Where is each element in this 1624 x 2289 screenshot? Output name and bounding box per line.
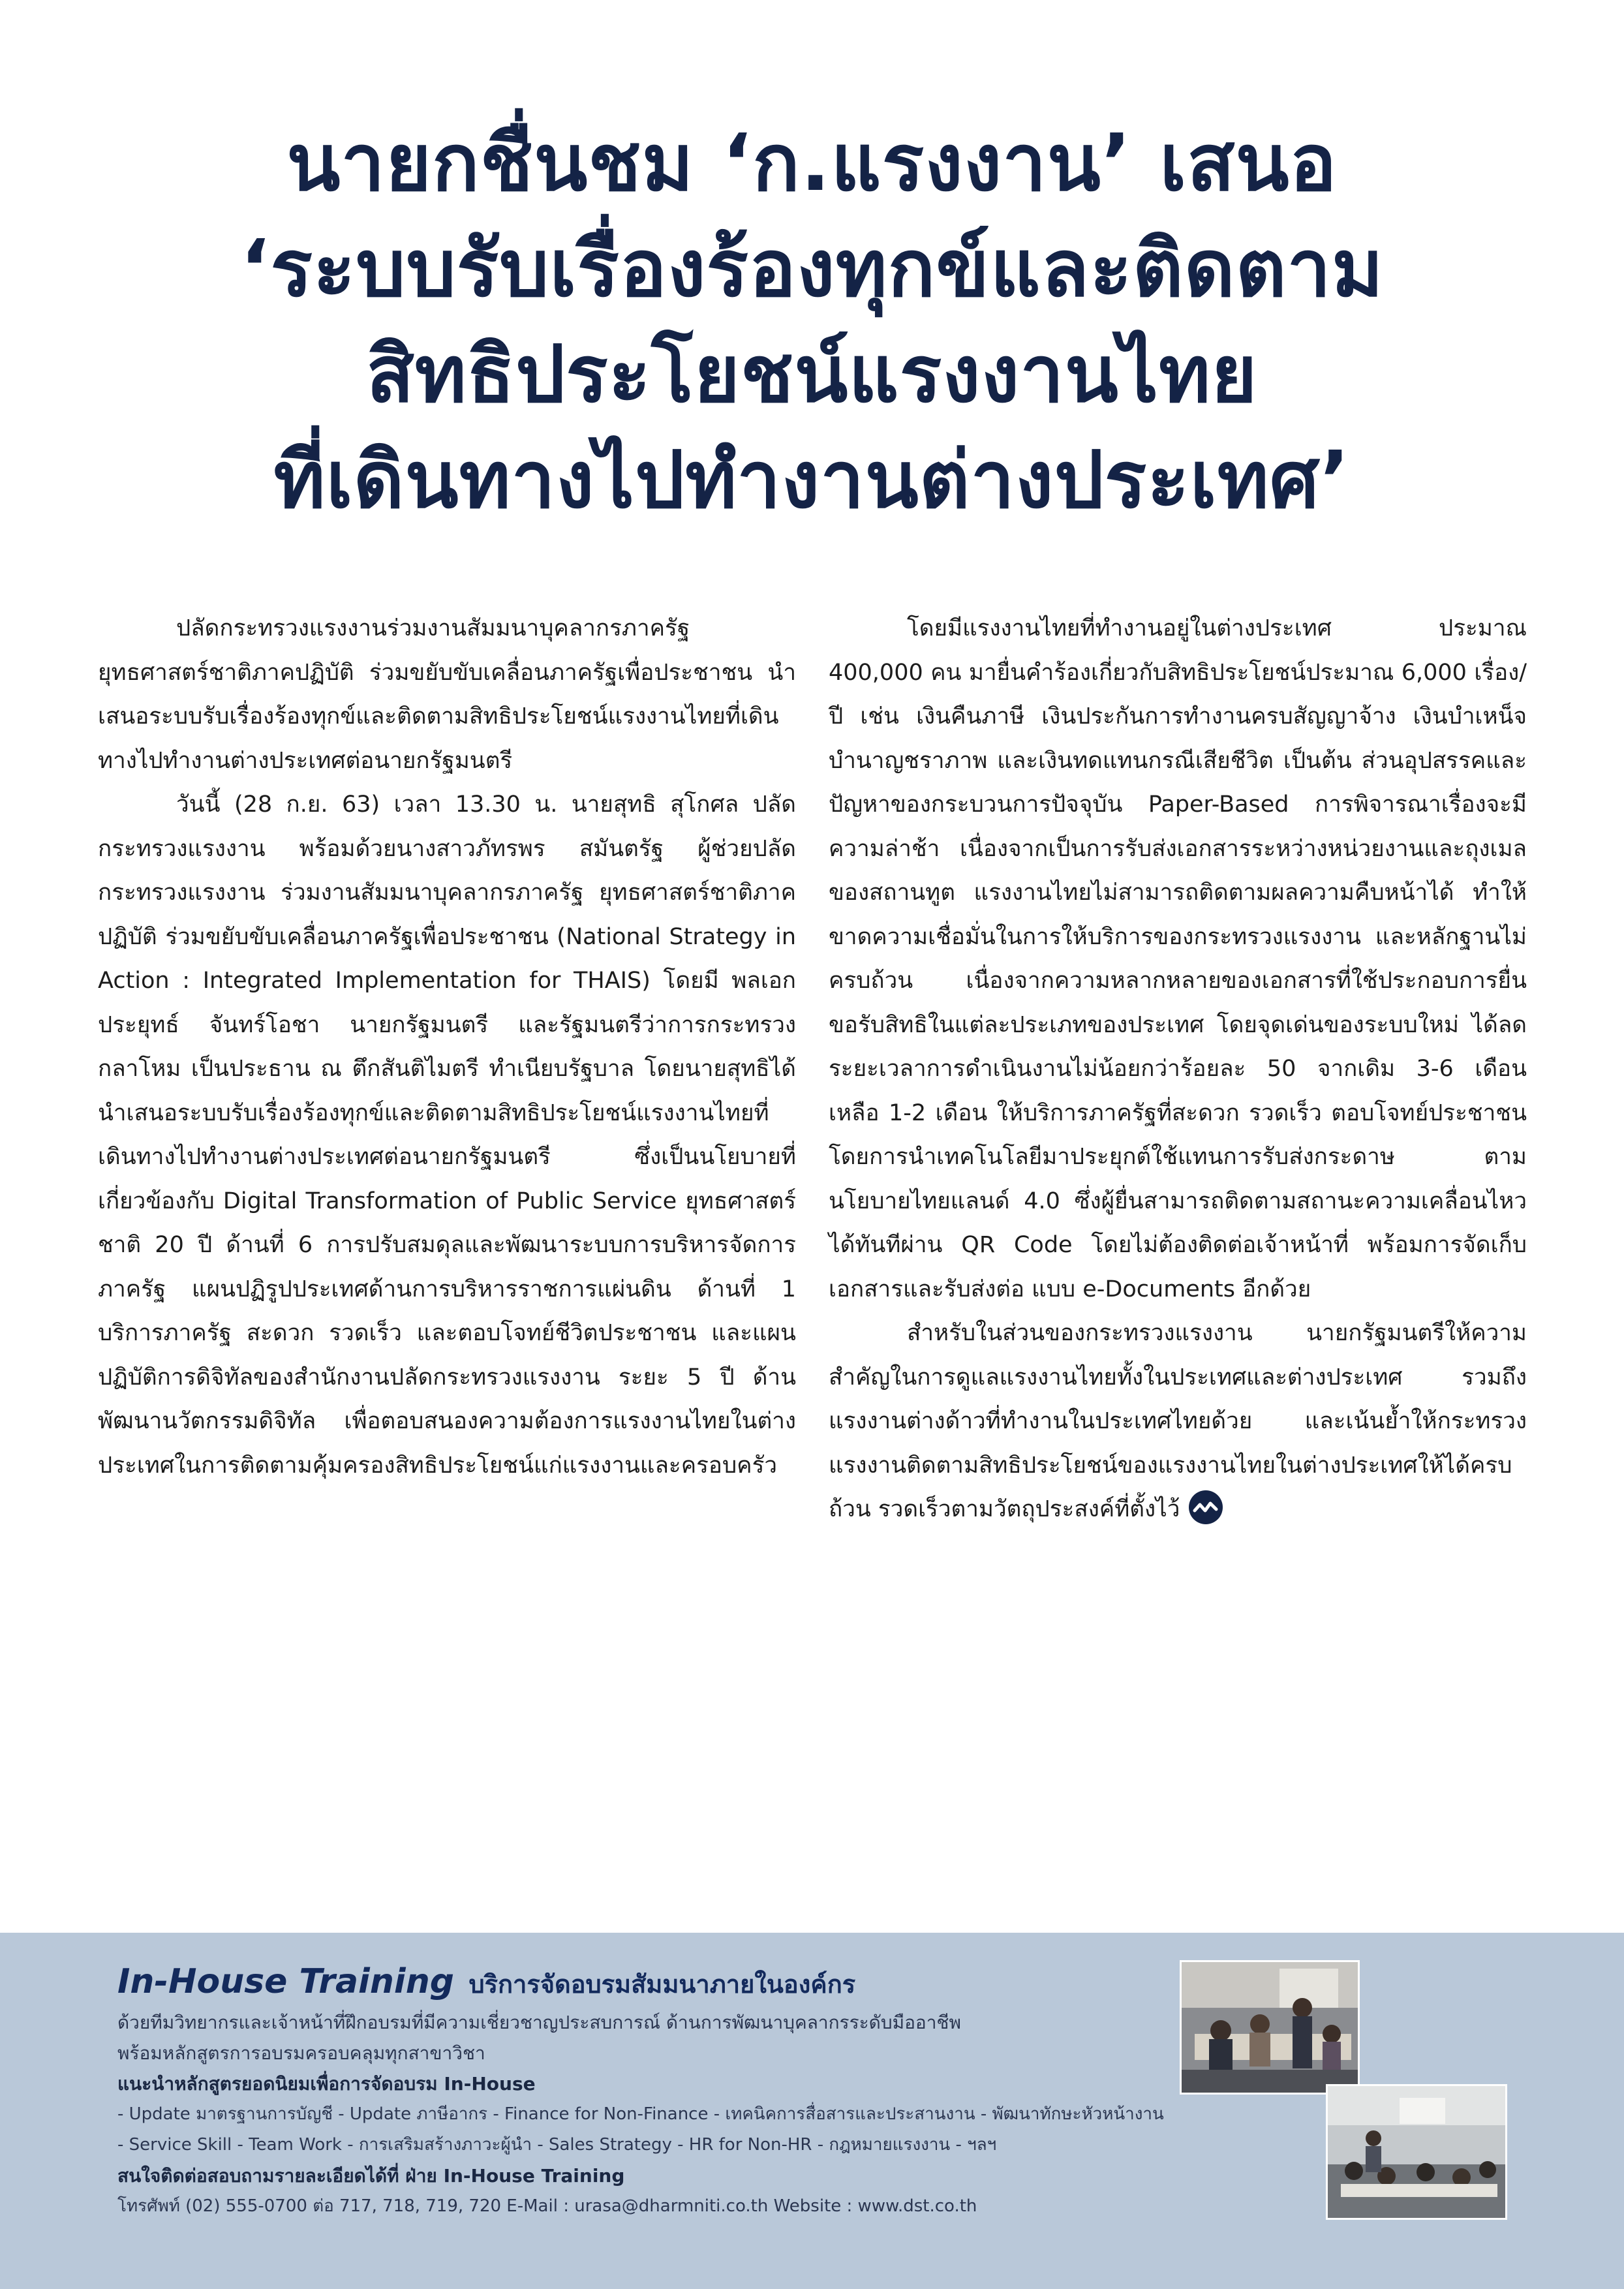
footer-contact-heading: สนใจติดต่อสอบถามรายละเอียดได้ที่ ฝ่าย In-House Training <box>117 2165 625 2187</box>
footer-contact-line: โทรศัพท์ (02) 555-0700 ต่อ 717, 718, 719, 720 E-Mail : urasa@dharmniti.co.th Website : www.dst.co.th <box>117 2196 977 2216</box>
headline-line-4: ที่เดินทางไปทำงานต่างประเทศ’ <box>273 435 1351 526</box>
footer-line-1: ด้วยทีมวิทยากรและเจ้าหน้าที่ฝึกอบรมที่มีความเชี่ยวชาญประสบการณ์ ด้านการพัฒนาบุคลากรระดับมืออาชีพ <box>117 2012 961 2033</box>
headline-line-2: ‘ระบบรับเรื่องร้องทุกข์และติดตาม <box>239 224 1385 315</box>
footer-courses-line-2: - Service Skill - Team Work - การเสริมสร้างภาวะผู้นำ - Sales Strategy - HR for Non-HR - กฎหมายแรงงาน - ฯลฯ <box>117 2135 997 2155</box>
footer-courses-line-1: - Update มาตรฐานการบัญชี - Update ภาษีอากร - Finance for Non-Finance - เทคนิคการสื่อสารและประสานงาน - พัฒนาทักษะหัวหน้างาน <box>117 2104 1164 2124</box>
footer-subtitle: บริการจัดอบรมสัมมนาภายในองค์กร <box>468 1970 856 1999</box>
right-paragraph-2-text: สำหรับในส่วนของกระทรวงแรงงาน นายกรัฐมนตรีให้ความสำคัญในการดูแลแรงงานไทยทั้งในประเทศและต่างประเทศ รวมถึงแรงงานต่างด้าวที่ทำงานในประเทศไทยด้วย และเน้นย้ำให้กระทรวงแรงงานติดตามสิทธิประโยชน์ของแรงงานไทยในต่างประเทศให้ได้ครบถ้วน รวดเร็วตามวัตถุประสงค์ที่ตั้งไว้ <box>829 1320 1527 1522</box>
footer-courses-heading: แนะนำหลักสูตรยอดนิยมเพื่อการจัดอบรม In-House <box>117 2073 536 2095</box>
training-photo-1 <box>1180 1960 1360 2095</box>
article-right-column <box>829 607 1527 1532</box>
footer-line-2: พร้อมหลักสูตรการอบรมครอบคลุมทุกสาขาวิชา <box>117 2042 485 2064</box>
wave-end-mark-icon <box>1189 1490 1223 1524</box>
right-paragraph-1: โดยมีแรงงานไทยที่ทำงานอยู่ในต่างประเทศ ประมาณ 400,000 คน มายื่นคำร้องเกี่ยวกับสิทธิประโยชน์ประมาณ 6,000 เรื่อง/ปี เช่น เงินคืนภาษี เงินประกันการทำงานครบสัญญาจ้าง เงินบำเหน็จ บำนาญชราภาพ และเงินทดแทนกรณีเสียชีวิต เป็นต้น ส่วนอุปสรรคและปัญหาของกระบวนการปัจจุบัน Paper-Based การพิจารณาเรื่องจะมีความล่าช้า เนื่องจากเป็นการรับส่งเอกสารระหว่างหน่วยงานและถุงเมลของสถานทูต แรงงานไทยไม่สามารถติดตามผลความคืบหน้าได้ ทำให้ขาดความเชื่อมั่นในการให้บริการของกระทรวงแรงงาน และหลักฐานไม่ครบถ้วน เนื่องจากความหลากหลายของเอกสารที่ใช้ประกอบการยื่นขอรับสิทธิในแต่ละประเภทของประเทศ โดยจุดเด่นของระบบใหม่ ได้ลดระยะเวลาการดำเนินงานไม่น้อยกว่าร้อยละ 50 จากเดิม 3-6 เดือน เหลือ 1-2 เดือน ให้บริการภาครัฐที่สะดวก รวดเร็ว ตอบโจทย์ประชาชน โดยการนำเทคโนโลยีมาประยุกต์ใช้แทนการรับส่งกระดาษ ตามนโยบายไทยแลนด์ 4.0 ซึ่งผู้ยื่นสามารถติดตามสถานะความเคลื่อนไหวได้ทันทีผ่าน QR Code โดยไม่ต้องติดต่อเจ้าหน้าที่ พร้อมการจัดเก็บเอกสารและรับส่งต่อ แบบ e-Documents อีกด้วย <box>829 615 1527 1302</box>
headline-line-3: สิทธิประโยชน์แรงงานไทย <box>366 330 1258 420</box>
footer-band <box>0 1933 1624 2289</box>
headline <box>91 111 1533 534</box>
headline-line-1: นายกชื่นชม ‘ก.แรงงาน’ เสนอ <box>286 118 1338 209</box>
footer-title <box>117 1959 1161 2007</box>
left-paragraph-2: วันนี้ (28 ก.ย. 63) เวลา 13.30 น. นายสุทธิ สุโกศล ปลัดกระทรวงแรงงาน พร้อมด้วยนางสาวภัทรพร สมันตรัฐ ผู้ช่วยปลัดกระทรวงแรงงาน ร่วมงานสัมมนาบุคลากรภาครัฐ ยุทธศาสตร์ชาติภาคปฏิบัติ ร่วมขยับขับเคลื่อนภาครัฐเพื่อประชาชน (National Strategy in Action : Integrated Implementation for THAIS) โดยมี พลเอกประยุทธ์ จันทร์โอชา นายกรัฐมนตรี และรัฐมนตรีว่าการกระทรวงกลาโหม เป็นประธาน ณ ตึกสันติไมตรี ทำเนียบรัฐบาล โดยนายสุทธิได้นำเสนอระบบรับเรื่องร้องทุกข์และติดตามสิทธิประโยชน์แรงงานไทยที่เดินทางไปทำงานต่างประเทศต่อนายกรัฐมนตรี ซึ่งเป็นนโยบายที่เกี่ยวข้องกับ Digital Transformation of Public Service ยุทธศาสตร์ชาติ 20 ปี ด้านที่ 6 การปรับสมดุลและพัฒนาระบบการบริหารจัดการภาครัฐ แผนปฏิรูปประเทศด้านการบริหารราชการแผ่นดิน ด้านที่ 1 บริการภาครัฐ สะดวก รวดเร็ว และตอบโจทย์ชีวิตประชาชน และแผนปฏิบัติการดิจิทัลของสำนักงานปลัดกระทรวงแรงงาน ระยะ 5 ปี ด้านพัฒนานวัตกรรมดิจิทัล เพื่อตอบสนองความต้องการแรงงานไทยในต่างประเทศในการติดตามคุ้มครองสิทธิประโยชน์แก่แรงงานและครอบครัว <box>98 791 796 1479</box>
footer-brand: In-House Training <box>117 1962 454 2001</box>
left-paragraph-1: ปลัดกระทรวงแรงงานร่วมงานสัมมนาบุคลากรภาครัฐ ยุทธศาสตร์ชาติภาคปฏิบัติ ร่วมขยับขับเคลื่อนภาครัฐเพื่อประชาชน นำเสนอระบบรับเรื่องร้องทุกข์และติดตามสิทธิประโยชน์แรงงานไทยที่เดินทางไปทำงานต่างประเทศต่อนายกรัฐมนตรี <box>98 615 796 774</box>
footer-text <box>117 1959 1164 2222</box>
right-paragraph-2 <box>829 1312 1527 1532</box>
article-left-column <box>98 607 796 1488</box>
training-photo-2 <box>1326 2084 1507 2220</box>
